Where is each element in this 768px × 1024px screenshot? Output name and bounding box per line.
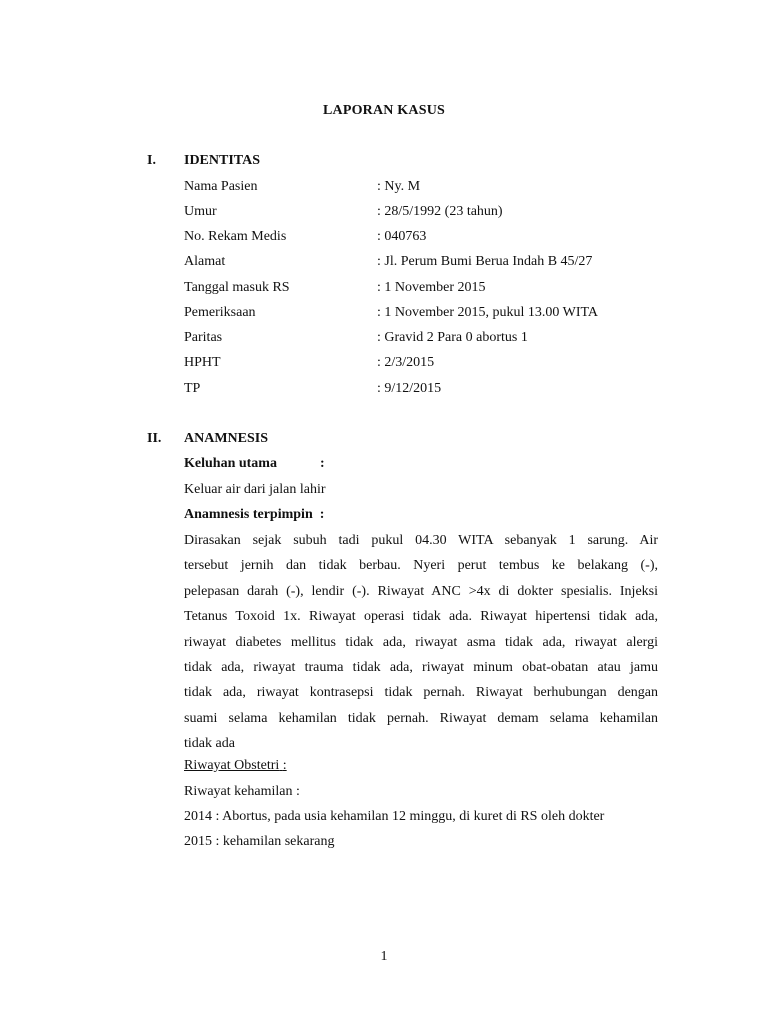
identity-value: : Jl. Perum Bumi Berua Indah B 45/27 [377,254,593,269]
identity-value: : 2/3/2015 [377,355,435,370]
keluhan-utama-value [184,482,326,498]
identity-value: : Ny. M [377,179,421,194]
identity-row-tp [184,381,664,401]
kehamilan-item: 2015 : kehamilan sekarang [184,834,335,849]
riwayat-kehamilan-label: Riwayat kehamilan : [184,784,300,799]
paragraph-line: tidak ada, riwayat kontrasepsi tidak pernah. Riwayat berhubungan dengan [184,685,658,701]
paragraph-line: Tetanus Toxoid 1x. Riwayat operasi tidak ada. Riwayat hipertensi tidak ada, [184,609,658,625]
paragraph-line: riwayat diabetes mellitus tidak ada, riwayat asma tidak ada, riwayat alergi [184,634,658,650]
identity-row-umur [184,204,664,224]
paragraph-line: tidak ada [184,736,235,752]
identity-label: Alamat [184,254,226,269]
section-1-number: I. [147,153,156,168]
identity-label: TP [184,381,201,396]
keluhan-utama-label [184,456,325,472]
identity-label: HPHT [184,355,221,370]
section-2-number: II. [147,431,162,446]
paragraph-line: suami selama kehamilan tidak pernah. Riwayat demam selama kehamilan [184,710,658,726]
identity-value: : 1 November 2015, pukul 13.00 WITA [377,305,599,320]
riwayat-obstetri-label [184,758,287,774]
identity-value: : 28/5/1992 (23 tahun) [377,204,503,219]
riwayat-obstetri-text: Riwayat Obstetri [184,758,280,773]
document-title: LAPORAN KASUS [322,103,445,118]
identity-row-rekam-medis [184,229,664,249]
identity-row-paritas [184,330,664,350]
paragraph-line: tidak ada, riwayat trauma tidak ada, riwayat minum obat-obatan atau jamu [184,659,658,675]
anamnesis-terpimpin-text: Anamnesis terpimpin [184,507,313,522]
identity-row-alamat [184,254,664,274]
identity-label: Nama Pasien [184,179,258,194]
anamnesis-terpimpin-label [184,507,324,523]
identity-label: No. Rekam Medis [184,229,287,244]
keluhan-utama-text: Keluhan utama [184,456,277,471]
keluhan-first-letter: K [184,482,195,497]
identity-label: Umur [184,204,217,219]
page-number: 1 [380,949,388,964]
identity-label: Pemeriksaan [184,305,256,320]
identity-value: : Gravid 2 Para 0 abortus 1 [377,330,528,345]
section-1-heading: IDENTITAS [184,153,260,168]
paragraph-line: Dirasakan sejak subuh tadi pukul 04.30 WITA sebanyak 1 sarung. Air [184,533,658,548]
kehamilan-item: 2014 : Abortus, pada usia kehamilan 12 minggu, di kuret di RS oleh dokter [184,809,605,824]
riwayat-obstetri-colon: : [282,758,287,773]
identity-row-hpht [184,355,664,375]
paragraph-line: tersebut jernih dan tidak berbau. Nyeri perut tembus ke belakang (-), [184,558,658,574]
paragraph-line: pelepasan darah (-), lendir (-). Riwayat ANC >4x di dokter spesialis. Injeksi [184,583,658,599]
identity-label: Tanggal masuk RS [184,280,290,295]
identity-value: : 1 November 2015 [377,280,486,295]
identity-row-tanggal-masuk [184,280,664,300]
identity-value: : 9/12/2015 [377,381,442,396]
anamnesis-terpimpin-colon: : [319,507,325,522]
identity-row-pemeriksaan [184,305,664,325]
identity-label: Paritas [184,330,223,345]
anamnesis-paragraph [184,528,658,757]
keluhan-utama-colon: : [319,456,325,471]
keluhan-rest-text: eluar air dari jalan lahir [194,482,326,497]
section-2-heading: ANAMNESIS [184,431,269,446]
identity-row-nama [184,179,664,199]
identity-value: : 040763 [377,229,427,244]
